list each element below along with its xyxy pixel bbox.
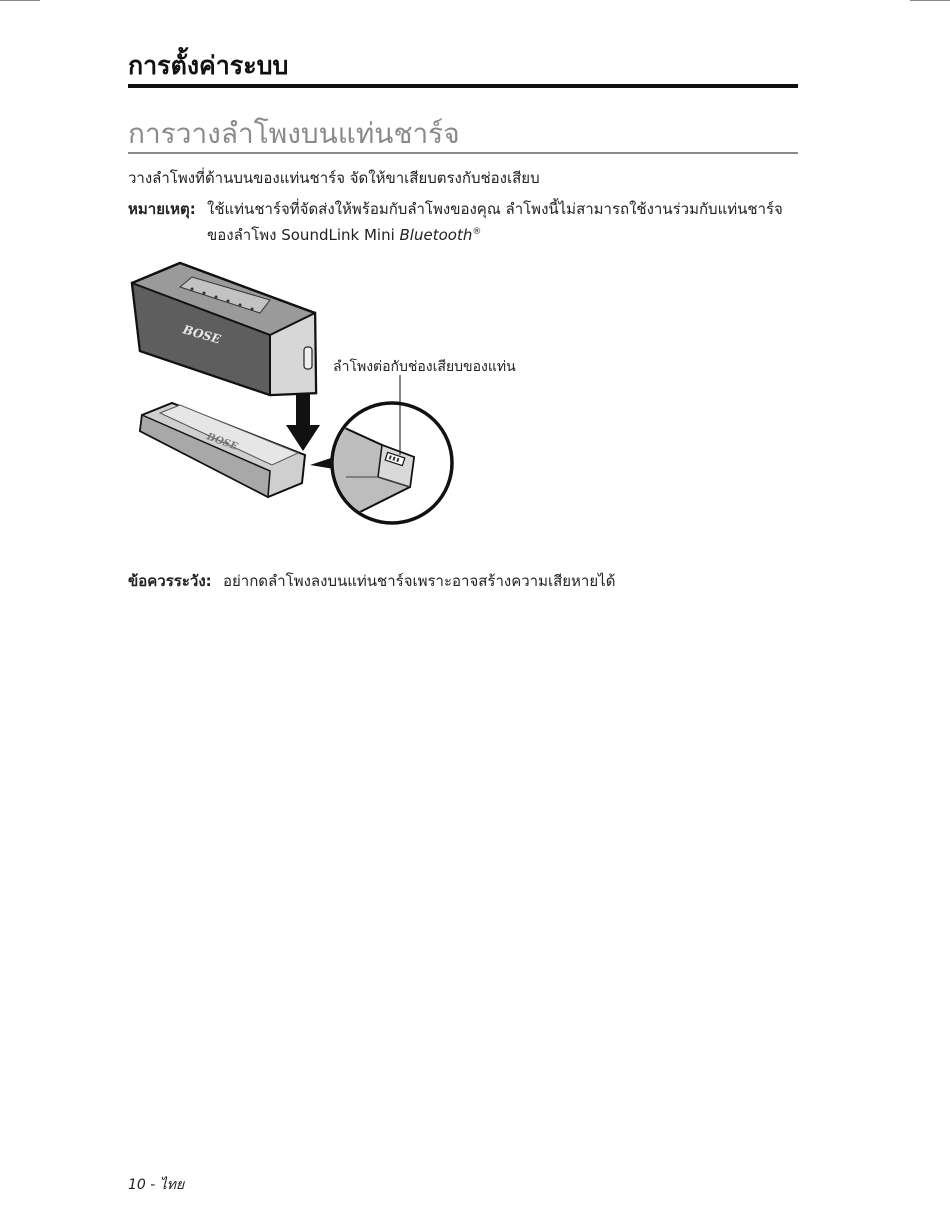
intro-paragraph: วางลำโพงที่ด้านบนของแท่นชาร์จ จัดให้ขาเสียบตรงกับช่องเสียบ [128, 169, 540, 187]
note-line2-bluetooth: Bluetooth [399, 226, 473, 244]
speaker-logo: BOSE [181, 322, 223, 347]
note-text-line2 [207, 222, 481, 248]
note-text-line1: ใช้แท่นชาร์จที่จัดส่งให้พร้อมกับลำโพงของคุณ ลำโพงนี้ไม่สามารถใช้งานร่วมกับแท่นชาร์จ [207, 200, 783, 218]
caution-label: ข้อควรระวัง: [128, 572, 212, 590]
note-label: หมายเหตุ: [128, 200, 196, 218]
caution-text: อย่ากดลำโพงลงบนแท่นชาร์จเพราะอาจสร้างความเสียหายได้ [223, 572, 616, 590]
crop-mark-right [910, 0, 950, 1]
connector-detail-magnifier [330, 375, 452, 523]
title-rule [128, 152, 798, 154]
dock-illustration [140, 403, 305, 497]
speaker-illustration [132, 263, 316, 395]
dock-logo: BOSE [204, 431, 239, 453]
note-line2-prefix: ของลำโพง SoundLink Mini [207, 226, 400, 244]
page-footer: 10 - ไทย [128, 1177, 185, 1193]
crop-mark-left [0, 0, 40, 1]
registered-mark: ® [472, 227, 482, 237]
page-title: การวางลำโพงบนแท่นชาร์จ [128, 117, 460, 150]
header-rule [128, 84, 798, 88]
down-arrow-icon [286, 393, 320, 451]
speaker-dock-illustration [120, 255, 540, 535]
figure-callout-label: ลำโพงต่อกับช่องเสียบของแท่น [333, 359, 516, 375]
section-header-title: การตั้งค่าระบบ [128, 51, 289, 80]
